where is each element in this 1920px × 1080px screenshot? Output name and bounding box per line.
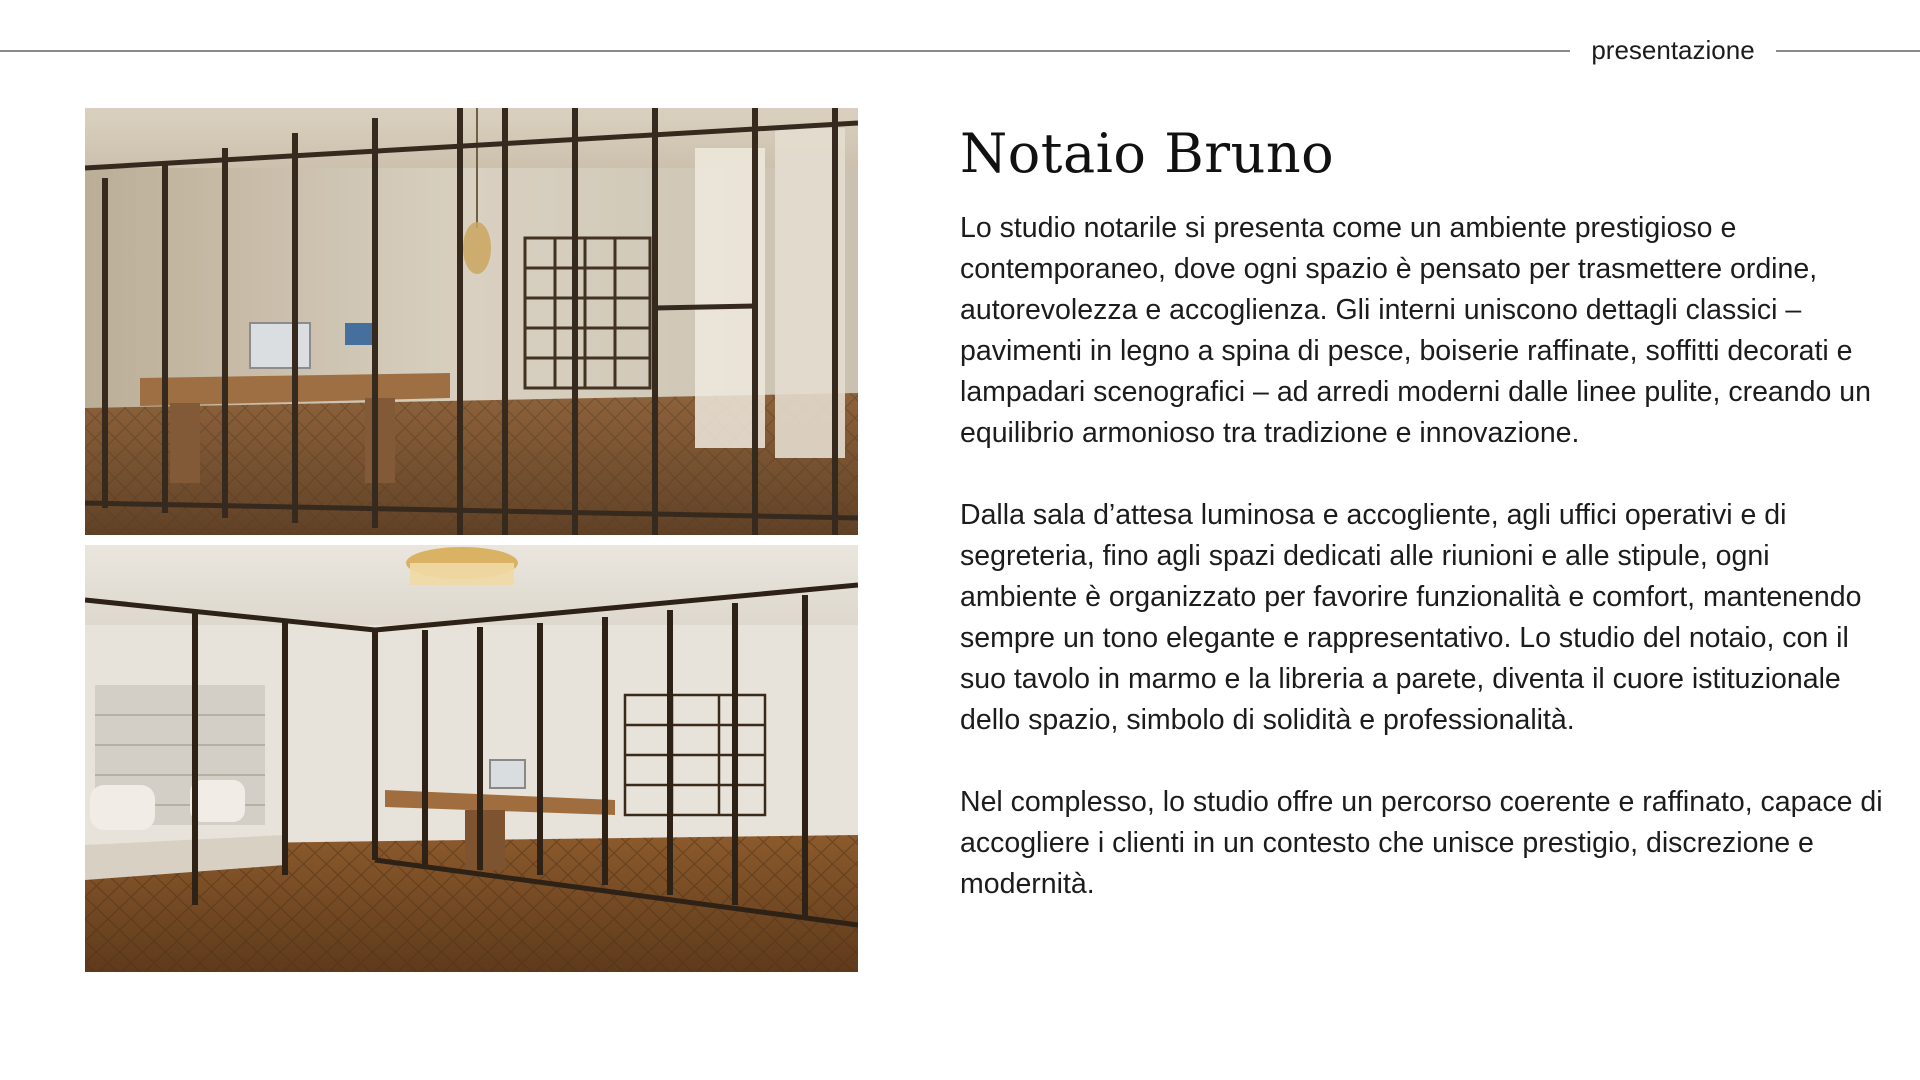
description-paragraph-2: Dalla sala d’attesa luminosa e accogliente, agli uffici operativi e di segreteria, fino agli spazi dedicati alle riunioni e alle stipule, ogni ambiente è organizzato per favorire funzionalità e comfort, mantenendo sempre un tono elegante e rappresentativo. Lo studio del notaio, con il suo tavolo in marmo e la libreria a parete, diventa il cuore istituzionale dello spazio, simbolo di solidità e professionalità.: [960, 499, 1862, 736]
description-paragraph-3: Nel complesso, lo studio offre un percorso coerente e raffinato, capace di accogliere i clienti in un contesto che unisce prestigio, discrezione e modernità.: [960, 786, 1883, 900]
office-photo-bottom: [85, 545, 858, 972]
header-rule-right: [1776, 50, 1920, 52]
office-photo-top: [85, 108, 858, 535]
description-body: [960, 208, 1890, 946]
page-title: Notaio Bruno: [960, 122, 1335, 185]
header-rule-left: [0, 50, 1570, 52]
section-label: presentazione: [1591, 35, 1755, 65]
description-paragraph-1: Lo studio notarile si presenta come un ambiente prestigioso e contemporaneo, dove ogni spazio è pensato per trasmettere ordine, autorevolezza e accoglienza. Gli interni uniscono dettagli classici – pavimenti in legno a spina di pesce, boiserie raffinate, soffitti decorati e lampadari scenografici – ad arredi moderni dalle linee pulite, creando un equilibrio armonioso tra tradizione e innovazione.: [960, 212, 1871, 449]
